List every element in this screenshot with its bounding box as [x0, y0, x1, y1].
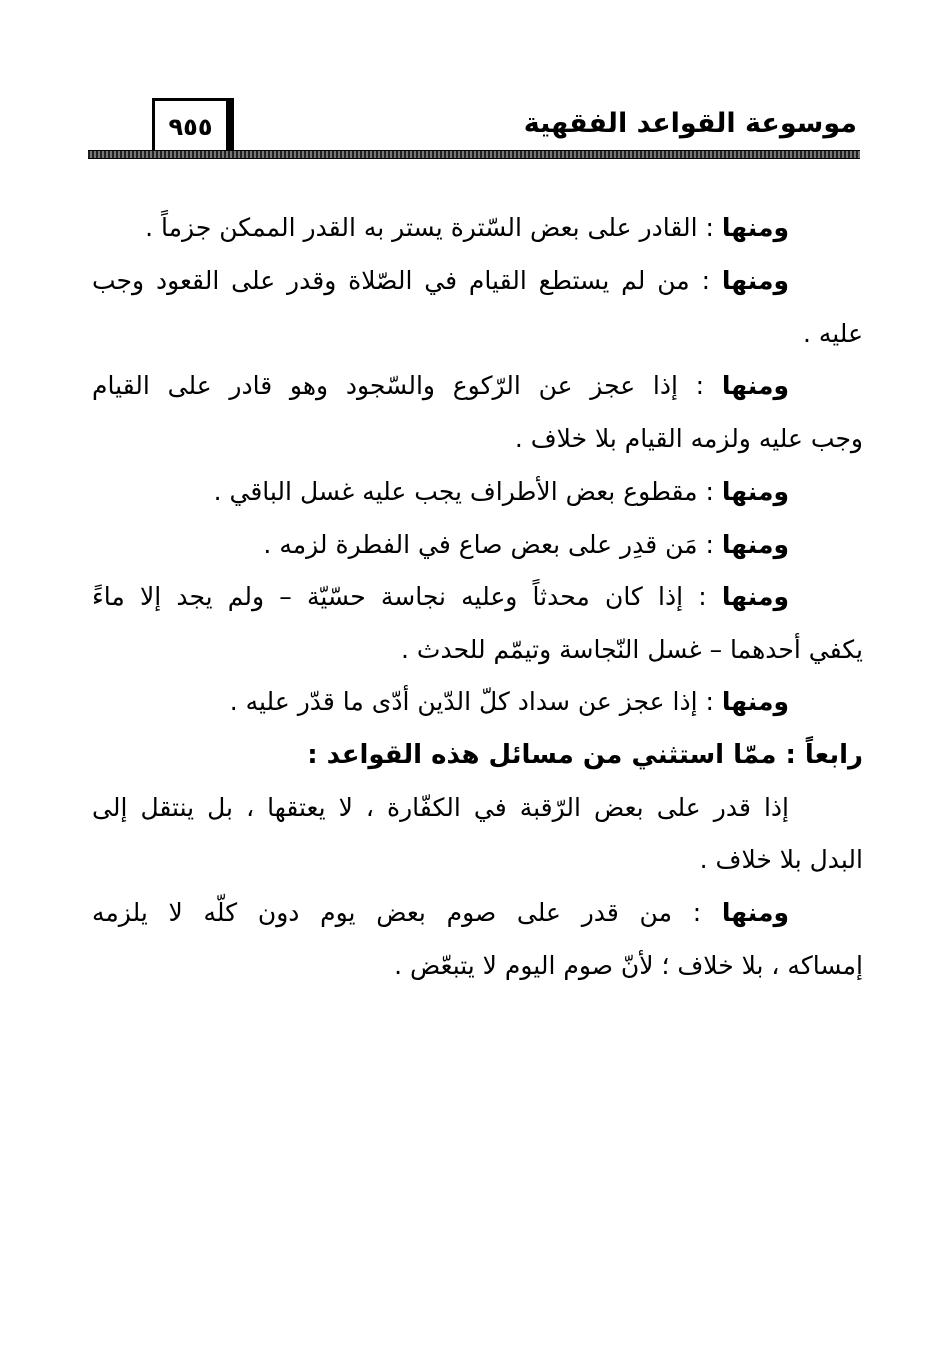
line-text: : إذا عجز عن سداد كلّ الدّين أدّى ما قدّر عليه . [229, 687, 722, 716]
section-subheading: رابعاً : ممّا استثني من مسائل هذه القواعد : [307, 740, 863, 770]
text-line [92, 370, 863, 402]
line-text: : مقطوع بعض الأطراف يجب عليه غسل الباقي . [213, 477, 722, 506]
text-line [401, 634, 863, 666]
keyword: ومنها [721, 477, 789, 506]
line-text: : القادر على بعض السّترة يستر به القدر الممكن جزماً . [145, 213, 722, 242]
text-line [394, 950, 863, 982]
line-text: : إذا كان محدثاً وعليه نجاسة حسّيّة – ولم يجد إلا ماءً [92, 582, 722, 611]
text-line [515, 423, 863, 455]
text-line [92, 265, 863, 297]
line-text: : من قدر على صوم بعض يوم دون كلّه لا يلزمه [92, 898, 722, 927]
book-title: موسوعة القواعد الفقهية [523, 108, 857, 139]
keyword: ومنها [721, 266, 789, 295]
page-number: ٩٥٥ [152, 98, 234, 152]
line-text: البدل بلا خلاف . [699, 845, 863, 874]
text-line [214, 476, 789, 508]
text-line [145, 212, 789, 244]
keyword: ومنها [721, 371, 789, 400]
text-line [803, 318, 863, 350]
text-line [230, 686, 789, 718]
line-text: إمساكه ، بلا خلاف ؛ لأنّ صوم اليوم لا يتبعّض . [394, 951, 863, 980]
line-text: : مَن قدِر على بعض صاع في الفطرة لزمه . [263, 530, 722, 559]
line-text: عليه . [802, 319, 863, 348]
keyword: ومنها [721, 530, 789, 559]
line-text: وجب عليه ولزمه القيام بلا خلاف . [514, 424, 863, 453]
line-text: يكفي أحدهما – غسل النّجاسة وتيمّم للحدث . [401, 635, 863, 664]
line-text: إذا قدر على بعض الرّقبة في الكفّارة ، لا يعتقها ، بل ينتقل إلى [92, 793, 789, 822]
keyword: ومنها [721, 213, 789, 242]
text-line [263, 529, 789, 561]
keyword: ومنها [721, 898, 789, 927]
line-text: : إذا عجز عن الرّكوع والسّجود وهو قادر على القيام [92, 371, 722, 400]
keyword: ومنها [721, 687, 789, 716]
keyword: ومنها [721, 582, 789, 611]
header-divider [88, 150, 860, 159]
text-line [92, 792, 863, 824]
text-line [700, 844, 863, 876]
text-line [92, 897, 863, 929]
line-text: : من لم يستطع القيام في الصّلاة وقدر على القعود وجب [92, 266, 722, 295]
text-line [92, 581, 863, 613]
